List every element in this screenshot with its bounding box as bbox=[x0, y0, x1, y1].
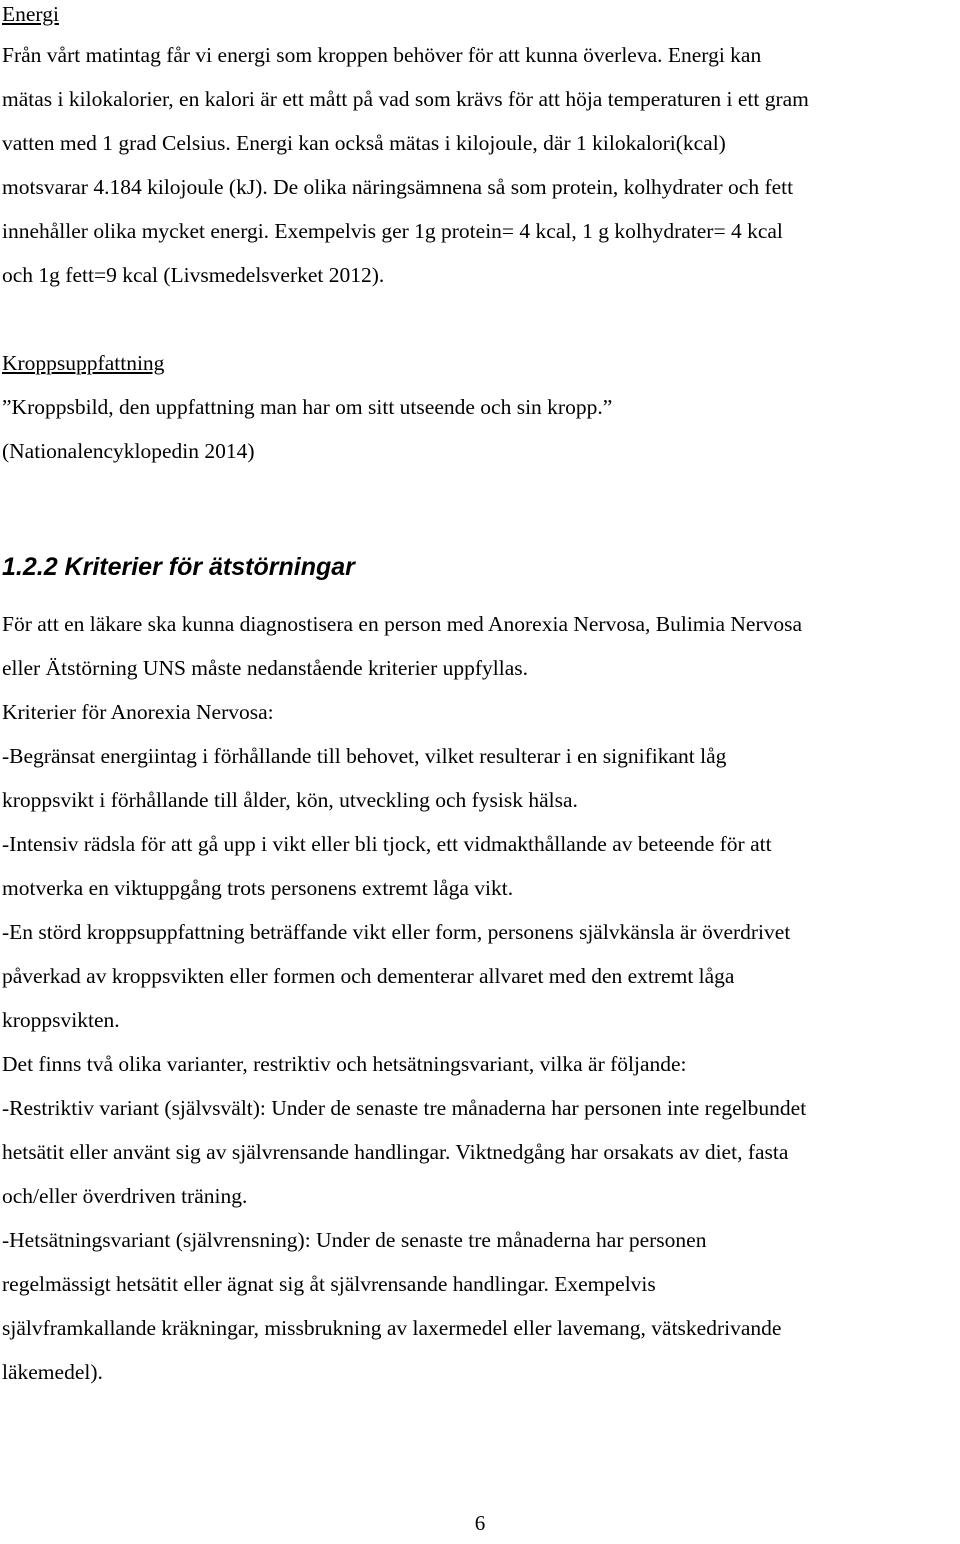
kriterier-line-4: -Begränsat energiintag i förhållande till behovet, vilket resulterar i en signifikant låg bbox=[2, 744, 727, 768]
energi-line-4: motsvarar 4.184 kilojoule (kJ). De olika näringsämnena så som protein, kolhydrater och fett bbox=[2, 175, 794, 199]
kriterier-line-13: hetsätit eller använt sig av självrensande handlingar. Viktnedgång har orsakats av diet, fasta bbox=[2, 1140, 789, 1164]
kroppsuppfattning-quote: ”Kroppsbild, den uppfattning man har om sitt utseende och sin kropp.” bbox=[2, 395, 613, 419]
section-title-energi: Energi bbox=[2, 2, 59, 26]
kriterier-line-1: För att en läkare ska kunna diagnostisera en person med Anorexia Nervosa, Bulimia Nervosa bbox=[2, 612, 803, 636]
kriterier-line-17: självframkallande kräkningar, missbrukning av laxermedel eller lavemang, vätskedrivande bbox=[2, 1316, 782, 1340]
kriterier-line-16: regelmässigt hetsätit eller ägnat sig åt självrensande handlingar. Exempelvis bbox=[2, 1272, 656, 1296]
page-number: 6 bbox=[474, 1511, 486, 1535]
kriterier-line-9: påverkad av kroppsvikten eller formen och dementerar allvaret med den extremt låga bbox=[2, 964, 735, 988]
kriterier-line-6: -Intensiv rädsla för att gå upp i vikt eller bli tjock, ett vidmakthållande av beteende för att bbox=[2, 832, 772, 856]
energi-line-6: och 1g fett=9 kcal (Livsmedelsverket 2012). bbox=[2, 263, 385, 287]
kriterier-line-2: eller Ätstörning UNS måste nedanstående kriterier uppfyllas. bbox=[2, 656, 529, 680]
energi-line-5: innehåller olika mycket energi. Exempelvis ger 1g protein= 4 kcal, 1 g kolhydrater= 4 kcal bbox=[2, 219, 783, 243]
energi-line-1: Från vårt matintag får vi energi som kroppen behöver för att kunna överleva. Energi kan bbox=[2, 43, 762, 67]
kroppsuppfattning-citation: (Nationalencyklopedin 2014) bbox=[2, 439, 255, 463]
section-title-kroppsuppfattning: Kroppsuppfattning bbox=[2, 351, 165, 375]
kriterier-line-3: Kriterier för Anorexia Nervosa: bbox=[2, 700, 274, 724]
kriterier-line-7: motverka en viktuppgång trots personens extremt låga vikt. bbox=[2, 876, 514, 900]
kriterier-line-10: kroppsvikten. bbox=[2, 1008, 120, 1032]
energi-line-2: mätas i kilokalorier, en kalori är ett mått på vad som krävs för att höja temperaturen i ett gram bbox=[2, 87, 809, 111]
kriterier-line-8: -En störd kroppsuppfattning beträffande vikt eller form, personens självkänsla är överdrivet bbox=[2, 920, 791, 944]
kriterier-line-15: -Hetsätningsvariant (självrensning): Under de senaste tre månaderna har personen bbox=[2, 1228, 707, 1252]
energi-line-3: vatten med 1 grad Celsius. Energi kan också mätas i kilojoule, där 1 kilokalori(kcal) bbox=[2, 131, 726, 155]
kriterier-line-18: läkemedel). bbox=[2, 1360, 103, 1384]
kriterier-line-14: och/eller överdriven träning. bbox=[2, 1184, 248, 1208]
kriterier-line-5: kroppsvikt i förhållande till ålder, kön, utveckling och fysisk hälsa. bbox=[2, 788, 578, 812]
section-heading-kriterier: 1.2.2 Kriterier för ätstörningar bbox=[2, 553, 355, 581]
kriterier-line-12: -Restriktiv variant (självsvält): Under de senaste tre månaderna har personen inte regelbundet bbox=[2, 1096, 807, 1120]
kriterier-line-11: Det finns två olika varianter, restriktiv och hetsätningsvariant, vilka är följande: bbox=[2, 1052, 687, 1076]
